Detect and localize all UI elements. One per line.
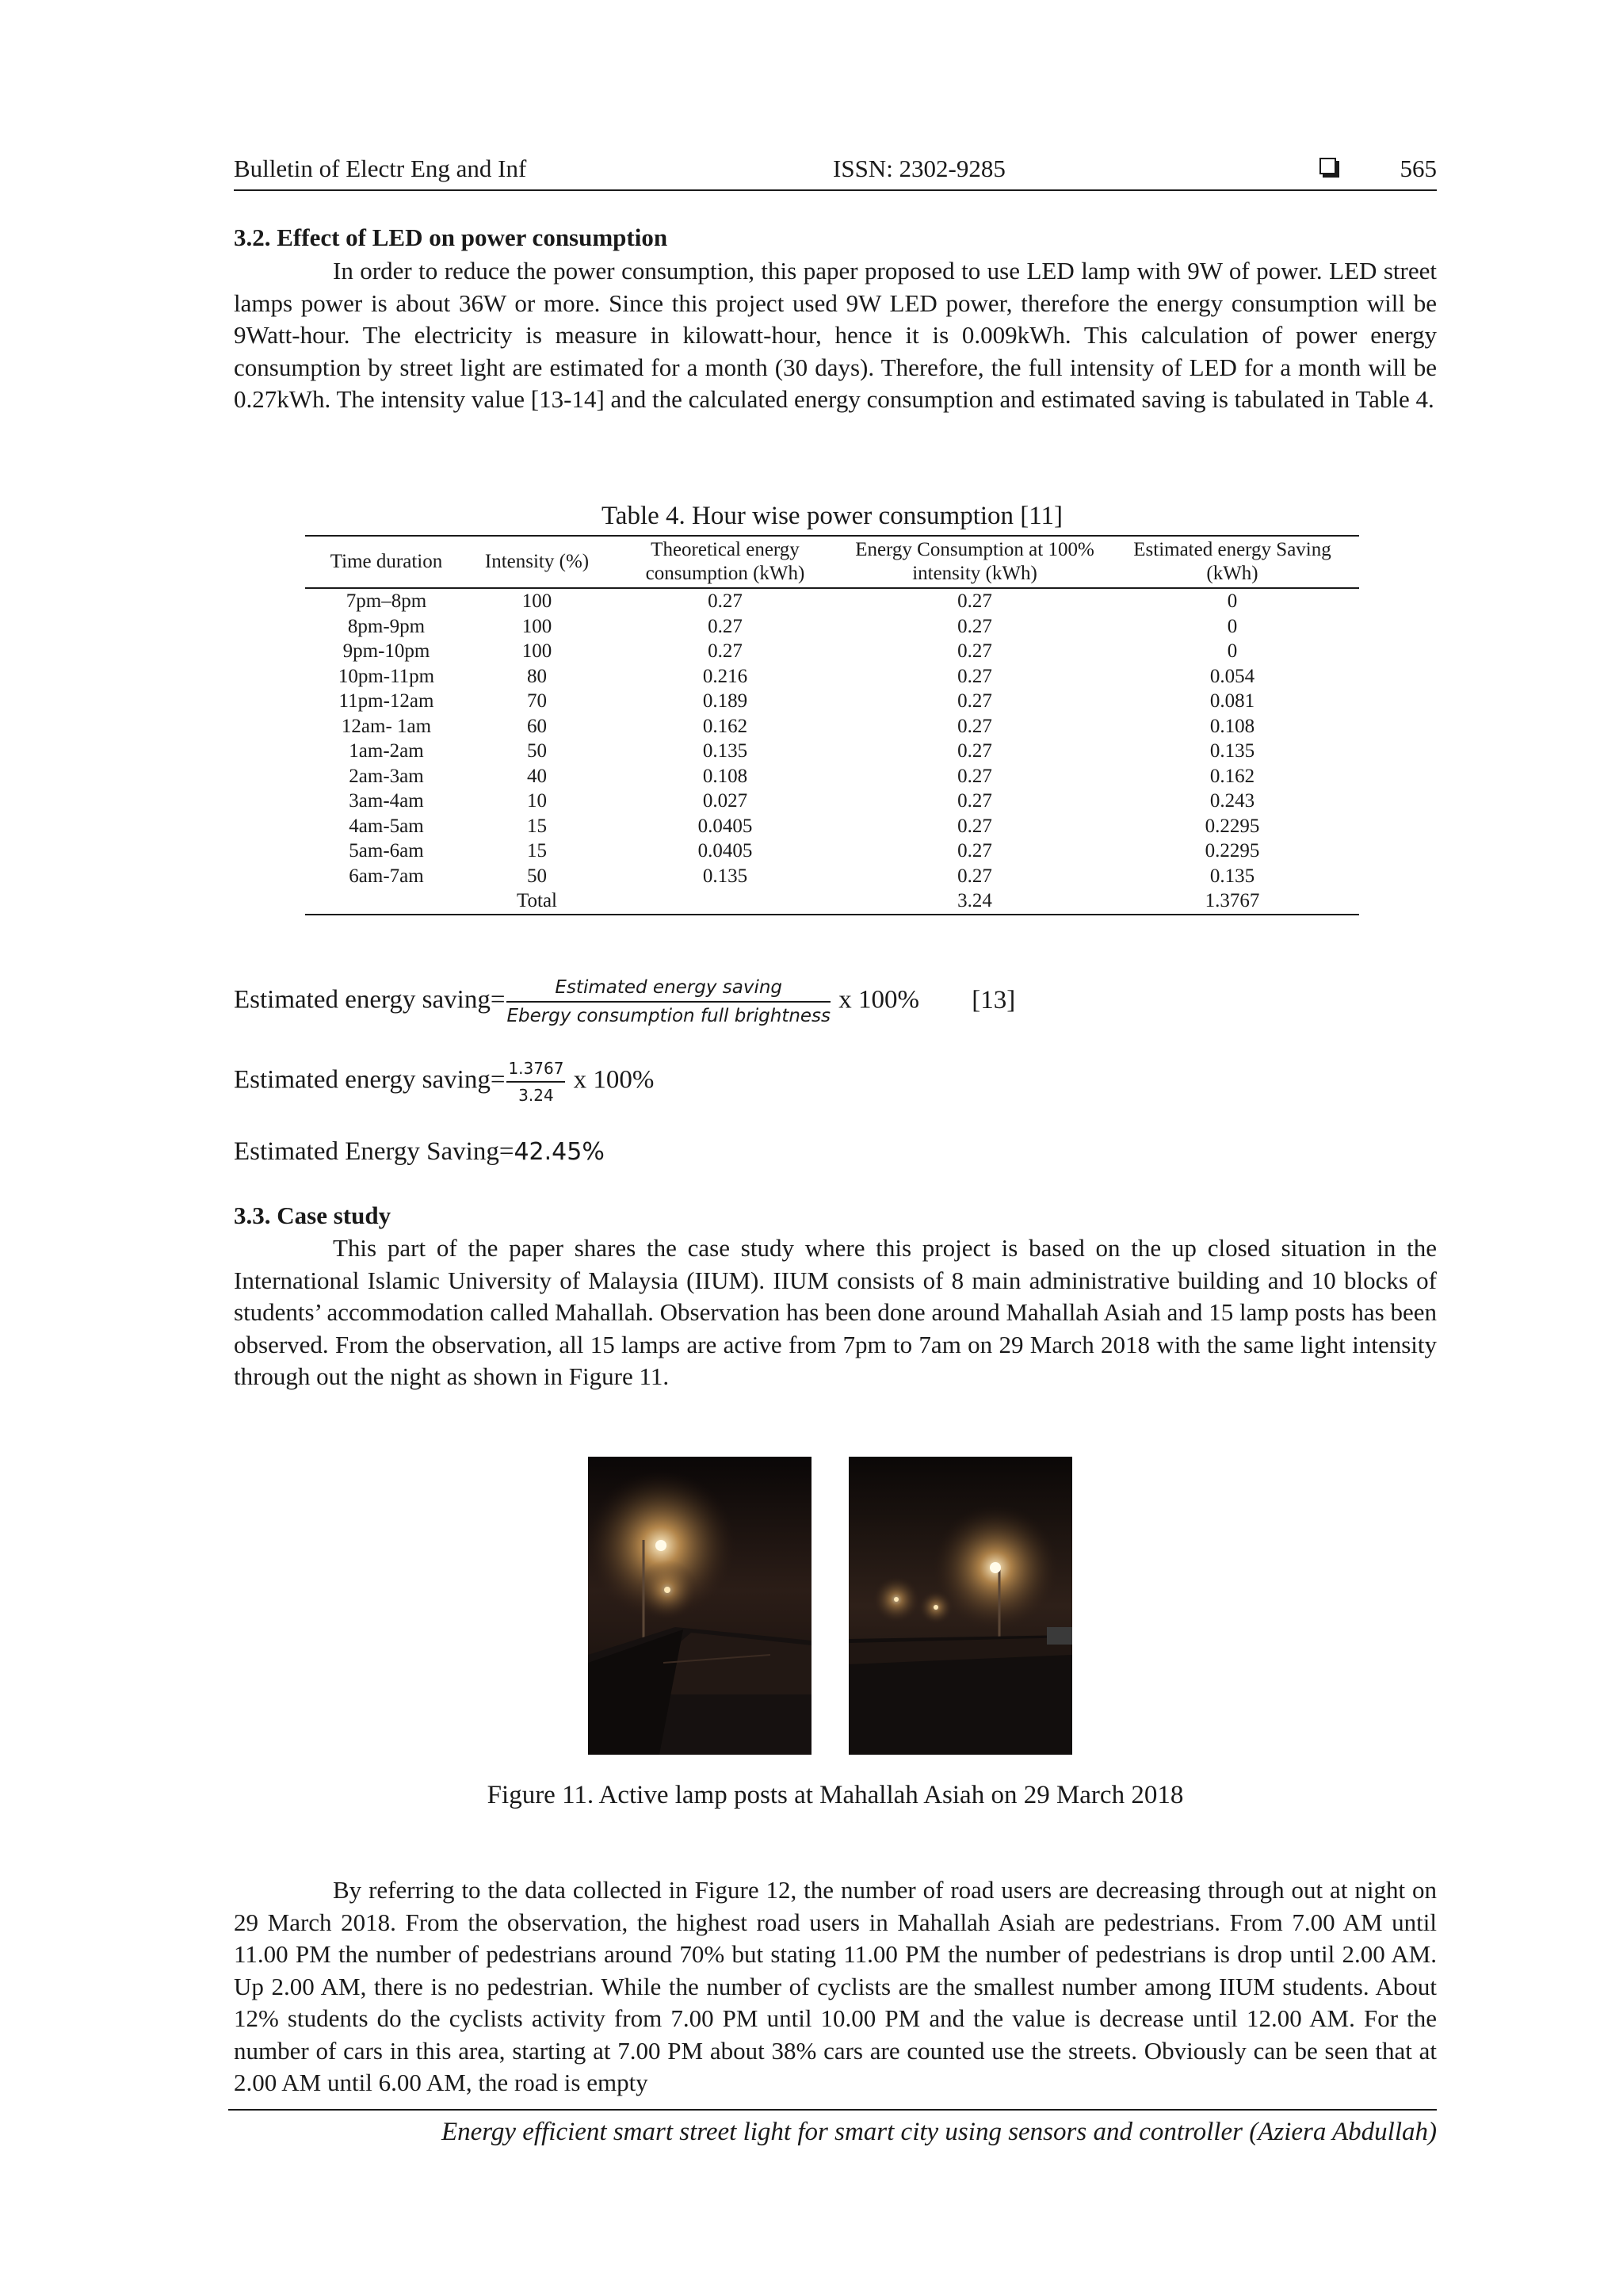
table-cell: 0.0405 <box>697 815 753 837</box>
lamp-post-photo-left <box>588 1457 812 1755</box>
table-cell: 0.216 <box>702 665 748 687</box>
table-cell: 0.27 <box>957 590 992 612</box>
table-row <box>305 764 1359 789</box>
equation-1-denominator: Ebergy consumption full brightness <box>506 1006 831 1026</box>
table-cell: 0.108 <box>702 765 748 787</box>
table-cell: 50 <box>527 865 547 887</box>
equation-2-multiplier: x 100% <box>573 1065 655 1095</box>
table-cell: 0.081 <box>1209 690 1255 712</box>
table-cell: 0.027 <box>702 790 748 812</box>
table-cell: 0.27 <box>957 840 992 861</box>
table-cell: 100 <box>521 590 552 612</box>
table-cell: 0.135 <box>1209 865 1255 887</box>
table-cell: 6am-7am <box>349 865 424 887</box>
equation-2-denominator: 3.24 <box>518 1086 554 1105</box>
table-cell: 0.27 <box>957 790 992 812</box>
equation-2-numerator: 1.3767 <box>506 1059 565 1083</box>
table-cell: 0.108 <box>1209 715 1255 737</box>
column-header: Theoretical energy consumption (kWh) <box>606 536 844 588</box>
table-cell <box>606 888 844 915</box>
table-cell: 100 <box>521 640 552 662</box>
table-cell: 10 <box>527 790 547 812</box>
table-caption: Table 4. Hour wise power consumption [11] <box>601 502 1064 530</box>
table-cell: 0.27 <box>957 690 992 712</box>
running-title: Energy efficient smart street light for smart city using sensors and controller (Aziera Abdullah) <box>441 2118 1437 2146</box>
table-cell: 0.189 <box>702 690 748 712</box>
table-row <box>305 588 1359 614</box>
table-total-row <box>305 888 1359 915</box>
table-cell: 70 <box>527 690 547 712</box>
table-cell: 0 <box>1227 590 1238 612</box>
table-cell: 0.162 <box>702 715 748 737</box>
table-cell: Total <box>516 890 557 911</box>
column-header: Intensity (%) <box>468 536 606 588</box>
equation-1-reference: [13] <box>972 985 1016 1014</box>
table-cell: 0.27 <box>708 640 743 662</box>
table-cell: 9pm-10pm <box>342 640 430 662</box>
table-row <box>305 639 1359 664</box>
section-3-2-paragraph: In order to reduce the power consumption, this paper proposed to use LED lamp with 9W of power. LED street lamps power is about 36W or more. Since this project used 9W LED power, therefore the energy consumption will be 9Watt-hour. The electricity is measure in kilowatt-hour, hence it is 0.009kWh. This calculation of power energy consumption by street light are estimated for a month (30 days). Therefore, the full intensity of LED for a month will be 0.27kWh. The intensity value [13-14] and the calculated energy consumption and estimated saving is tabulated in Table 4. <box>234 257 1437 413</box>
table-cell: 12am- 1am <box>341 715 432 737</box>
table-cell: 0.27 <box>957 615 992 637</box>
table-cell <box>305 888 468 915</box>
table-cell: 0.27 <box>957 640 992 662</box>
table-row <box>305 839 1359 864</box>
equation-1-lhs: Estimated energy saving= <box>234 985 506 1014</box>
table-cell: 80 <box>527 665 547 687</box>
table-cell: 10pm-11pm <box>338 665 435 687</box>
checkbox-glyph-icon <box>1319 158 1336 174</box>
table-cell: 0.0405 <box>697 840 753 861</box>
page-header <box>234 153 1437 191</box>
table-cell: 0.27 <box>957 740 992 762</box>
equation-1 <box>234 977 1015 1026</box>
equation-1-numerator: Estimated energy saving <box>506 977 831 1003</box>
table-cell: 4am-5am <box>349 815 424 837</box>
journal-name: Bulletin of Electr Eng and Inf <box>234 155 527 182</box>
column-header: Estimated energy Saving (kWh) <box>1106 536 1359 588</box>
table-cell: 0.27 <box>708 615 743 637</box>
table-row <box>305 739 1359 764</box>
equation-2-lhs: Estimated energy saving= <box>234 1065 506 1095</box>
page-number: 565 <box>1400 155 1437 182</box>
equation-3 <box>234 1137 605 1167</box>
table-row <box>305 714 1359 739</box>
table-cell: 15 <box>527 815 547 837</box>
table-cell: 0.27 <box>708 590 743 612</box>
table-row <box>305 789 1359 814</box>
column-header: Time duration <box>305 536 468 588</box>
table-cell: 0.054 <box>1209 665 1255 687</box>
table-body <box>305 588 1359 915</box>
table-cell: 11pm-12am <box>338 690 434 712</box>
table-cell: 1.3767 <box>1205 890 1260 911</box>
table-cell: 0.135 <box>702 740 748 762</box>
table-cell: 0.2295 <box>1205 840 1260 861</box>
table-cell: 0.135 <box>702 865 748 887</box>
table-cell: 0.243 <box>1209 790 1255 812</box>
table-cell: 0.27 <box>957 865 992 887</box>
equation-3-value: 42.45% <box>514 1138 605 1166</box>
section-3-3-paragraph: This part of the paper shares the case study where this project is based on the up closed situation in the International Islamic University of Malaysia (IIUM). IIUM consists of 8 main administrative building and 10 blocks of students’ accommodation called Mahallah. Observation has been done around Mahallah Asiah and 15 lamp posts has been observed. From the observation, all 15 lamps are active from 7pm to 7am on 29 March 2018 with the same light intensity through out the night as shown in Figure 11. <box>234 1234 1437 1390</box>
equation-3-lhs: Estimated Energy Saving= <box>234 1137 514 1166</box>
table-row <box>305 664 1359 690</box>
issn: ISSN: 2302-9285 <box>833 155 1006 182</box>
section-title-3-2: 3.2. Effect of LED on power consumption <box>234 223 668 251</box>
table-cell: 0.27 <box>957 815 992 837</box>
equation-2 <box>234 1059 654 1105</box>
table-cell: 50 <box>527 740 547 762</box>
table-cell: 60 <box>527 715 547 737</box>
lamp-post-photo-right <box>849 1457 1072 1755</box>
table-cell: 0.27 <box>957 715 992 737</box>
table-cell: 5am-6am <box>349 840 424 861</box>
table-row <box>305 614 1359 640</box>
table-cell: 2am-3am <box>349 765 424 787</box>
equation-1-fraction <box>506 977 831 1026</box>
table-header-row <box>305 536 1359 588</box>
figure-12-paragraph: By referring to the data collected in Figure 12, the number of road users are decreasing through out at night on 29 March 2018. From the observation, the highest road users in Mahallah Asiah are pedestrians. From 7.00 AM until 11.00 PM the number of pedestrians around 70% but stating 11.00 PM the number of pedestrians is drop until 2.00 AM. Up 2.00 AM, there is no pedestrian. While the number of cyclists are the smallest number among IIUM students. About 12% students do the cyclists activity from 7.00 PM until 10.00 PM and the value is decrease until 12.00 AM. For the number of cars in this area, starting at 7.00 PM about 38% cars are counted use the streets. Obviously can be seen that at 2.00 AM until 6.00 AM, the road is empty <box>234 1876 1437 2096</box>
equation-2-fraction <box>506 1059 565 1105</box>
table-cell: 40 <box>527 765 547 787</box>
table-row <box>305 689 1359 714</box>
table-row <box>305 814 1359 839</box>
power-consumption-table <box>305 535 1359 915</box>
table-cell: 0.2295 <box>1205 815 1260 837</box>
table-cell: 0 <box>1227 615 1238 637</box>
table-cell: 1am-2am <box>349 740 424 762</box>
table-row <box>305 864 1359 889</box>
column-header: Energy Consumption at 100% intensity (kWh) <box>844 536 1106 588</box>
footer-rule <box>228 2109 1437 2111</box>
figure-caption: Figure 11. Active lamp posts at Mahallah Asiah on 29 March 2018 <box>487 1781 1184 1809</box>
table-cell: 0 <box>1227 640 1238 662</box>
table-cell: 3.24 <box>957 890 992 911</box>
table-cell: 0.27 <box>957 665 992 687</box>
table-cell: 0.27 <box>957 765 992 787</box>
section-title-3-3: 3.3. Case study <box>234 1201 391 1229</box>
table-cell: 7pm–8pm <box>346 590 427 612</box>
table-cell: 0.135 <box>1209 740 1255 762</box>
table-cell: 100 <box>521 615 552 637</box>
table-cell: 15 <box>527 840 547 861</box>
table-cell: 8pm-9pm <box>347 615 426 637</box>
table-cell: 3am-4am <box>349 790 424 812</box>
table-cell: 0.162 <box>1209 765 1255 787</box>
equation-1-multiplier: x 100% <box>838 985 920 1014</box>
